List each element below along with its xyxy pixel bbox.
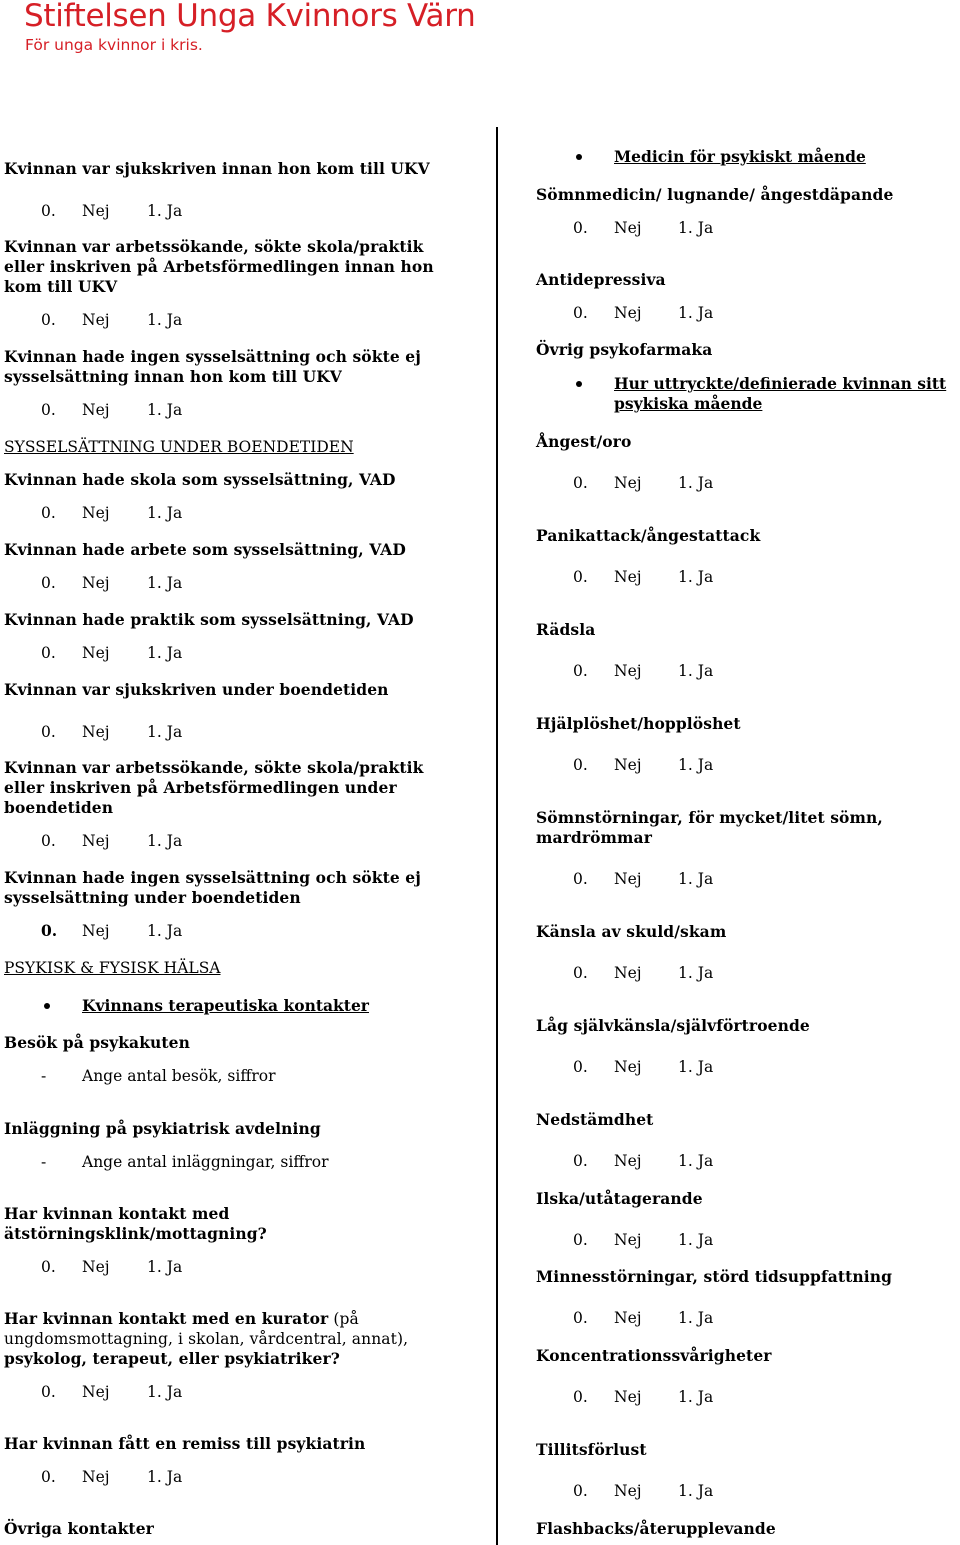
option-ja-code: 1. xyxy=(147,1468,162,1486)
option-ja-code: 1. xyxy=(678,1058,693,1076)
option-ja-code: 1. xyxy=(147,922,162,940)
option-nej-label[interactable]: Nej xyxy=(82,504,110,522)
option-ja-text: Ja xyxy=(697,964,714,982)
option-ja-code: 1. xyxy=(147,832,162,850)
question-work: Kvinnan hade arbete som sysselsättning, VAD xyxy=(4,540,406,559)
option-ja-text: Ja xyxy=(166,504,183,522)
option-ja-label[interactable] xyxy=(678,1057,713,1077)
question-line: eller inskriven på Arbetsförmedlingen under xyxy=(4,778,397,797)
option-nej-label[interactable]: Nej xyxy=(82,832,110,850)
option-nej-code[interactable]: 0. xyxy=(41,1258,56,1276)
bullet-heading: Kvinnans terapeutiska kontakter xyxy=(82,996,369,1015)
question-guilt: Känsla av skuld/skam xyxy=(536,922,727,941)
option-nej-label[interactable]: Nej xyxy=(614,756,642,774)
question-antidepressants: Antidepressiva xyxy=(536,270,666,289)
option-nej-code[interactable]: 0. xyxy=(573,662,588,680)
option-ja-code: 1. xyxy=(147,574,162,592)
dash-icon: - xyxy=(41,1067,47,1085)
option-ja-code: 1. xyxy=(678,219,693,237)
option-ja-text: Ja xyxy=(697,1231,714,1249)
option-nej-code[interactable]: 0. xyxy=(573,304,588,322)
option-nej-code[interactable]: 0. xyxy=(41,832,56,850)
organization-tagline: För unga kvinnor i kris. xyxy=(25,36,203,54)
question-other-psychopharma: Övrig psykofarmaka xyxy=(536,340,713,359)
question-line: kom till UKV xyxy=(4,277,118,296)
option-nej-code[interactable]: 0. xyxy=(41,644,56,662)
question-line: mardrömmar xyxy=(536,828,652,847)
option-ja-text: Ja xyxy=(166,202,183,220)
question-line: Kvinnan hade ingen sysselsättning och sökte ej xyxy=(4,868,421,887)
question-jobseeker-during xyxy=(4,758,484,818)
option-ja-text: Ja xyxy=(166,1383,183,1401)
section-heading-health: PSYKISK & FYSISK HÄLSA xyxy=(4,959,221,977)
option-ja-label[interactable] xyxy=(678,1151,713,1171)
question-line xyxy=(4,1309,484,1329)
option-nej-code[interactable]: 0. xyxy=(41,921,58,940)
option-ja-code: 1. xyxy=(678,304,693,322)
option-nej-code[interactable]: 0. xyxy=(573,1058,588,1076)
bullet-icon xyxy=(576,154,582,160)
question-line: ätstörningsklink/mottagning? xyxy=(4,1224,267,1243)
option-ja-code: 1. xyxy=(147,1383,162,1401)
question-other-contacts: Övriga kontakter xyxy=(4,1519,154,1538)
option-ja-code: 1. xyxy=(678,1231,693,1249)
option-ja-code: 1. xyxy=(678,1152,693,1170)
option-ja-code: 1. xyxy=(678,870,693,888)
bullet-icon xyxy=(576,381,582,387)
option-ja-text: Ja xyxy=(166,574,183,592)
option-ja-label[interactable] xyxy=(147,722,182,742)
option-nej-code[interactable]: 0. xyxy=(41,574,56,592)
question-sick-before xyxy=(4,159,484,179)
option-nej-label[interactable]: Nej xyxy=(614,474,642,492)
question-sleep-disorders xyxy=(536,808,960,848)
option-ja-text: Ja xyxy=(697,568,714,586)
question-low-self-esteem: Låg självkänsla/självförtroende xyxy=(536,1016,810,1035)
option-ja-text: Ja xyxy=(697,304,714,322)
option-ja-text: Ja xyxy=(697,1152,714,1170)
option-ja-label[interactable] xyxy=(147,831,182,851)
option-ja-code: 1. xyxy=(678,1482,693,1500)
dash-item-text: Ange antal besök, siffror xyxy=(82,1067,276,1085)
option-nej-code[interactable]: 0. xyxy=(573,474,588,492)
option-ja-label[interactable] xyxy=(678,473,713,493)
question-anxiety: Ångest/oro xyxy=(536,432,632,451)
question-line: eller inskriven på Arbetsförmedlingen innan hon xyxy=(4,257,434,276)
question-line: Sömnstörningar, för mycket/litet sömn, xyxy=(536,808,883,827)
option-nej-code[interactable]: 0. xyxy=(573,1388,588,1406)
option-ja-label[interactable] xyxy=(147,573,182,593)
option-ja-label[interactable] xyxy=(147,1257,182,1277)
question-concentration: Koncentrationssvårigheter xyxy=(536,1346,772,1365)
option-ja-text: Ja xyxy=(166,1258,183,1276)
option-ja-label[interactable] xyxy=(147,310,182,330)
option-ja-label[interactable] xyxy=(678,1230,713,1250)
question-school: Kvinnan hade skola som sysselsättning, VAD xyxy=(4,470,396,489)
option-nej-label[interactable]: Nej xyxy=(82,401,110,419)
option-nej-code[interactable]: 0. xyxy=(41,202,56,220)
option-ja-text: Ja xyxy=(166,723,183,741)
option-nej-label[interactable]: Nej xyxy=(614,964,642,982)
option-nej-code[interactable]: 0. xyxy=(573,870,588,888)
option-nej-code[interactable]: 0. xyxy=(573,1482,588,1500)
question-trust-loss: Tillitsförlust xyxy=(536,1440,647,1459)
question-jobseeker-before xyxy=(4,237,484,297)
question-internship: Kvinnan hade praktik som sysselsättning, VAD xyxy=(4,610,414,629)
option-ja-label[interactable] xyxy=(147,643,182,663)
option-nej-label[interactable]: Nej xyxy=(82,311,110,329)
option-ja-label[interactable] xyxy=(147,921,182,941)
option-ja-code: 1. xyxy=(147,723,162,741)
question-flashbacks: Flashbacks/återupplevande xyxy=(536,1519,776,1538)
organization-logo-title: Stiftelsen Unga Kvinnors Värn xyxy=(24,0,476,34)
option-nej-code[interactable]: 0. xyxy=(41,1468,56,1486)
option-nej-code[interactable]: 0. xyxy=(41,723,56,741)
bullet-heading xyxy=(614,374,946,414)
question-text: Kvinnan var sjukskriven innan hon kom till UKV xyxy=(4,159,430,178)
option-ja-text: Ja xyxy=(697,219,714,237)
option-ja-code: 1. xyxy=(147,202,162,220)
question-no-occupation-before xyxy=(4,347,484,387)
option-ja-code: 1. xyxy=(678,964,693,982)
option-ja-text: Ja xyxy=(697,474,714,492)
option-nej-code[interactable]: 0. xyxy=(573,1231,588,1249)
option-nej-label[interactable]: Nej xyxy=(614,1152,642,1170)
option-ja-text: Ja xyxy=(166,644,183,662)
option-ja-label[interactable] xyxy=(678,755,713,775)
question-text: Har kvinnan kontakt med en kurator xyxy=(4,1309,329,1328)
option-ja-label[interactable] xyxy=(147,400,182,420)
option-ja-label[interactable] xyxy=(678,661,713,681)
option-ja-label[interactable] xyxy=(678,218,713,238)
question-counselor xyxy=(4,1309,484,1369)
option-ja-label[interactable] xyxy=(147,503,182,523)
option-nej-label[interactable]: Nej xyxy=(82,574,110,592)
question-referral: Har kvinnan fått en remiss till psykiatrin xyxy=(4,1434,366,1453)
option-nej-code[interactable]: 0. xyxy=(573,1152,588,1170)
option-ja-code: 1. xyxy=(147,504,162,522)
option-ja-label[interactable] xyxy=(147,1382,182,1402)
question-line: psykolog, terapeut, eller psykiatriker? xyxy=(4,1349,340,1368)
option-ja-code: 1. xyxy=(147,1258,162,1276)
question-sick-during: Kvinnan var sjukskriven under boendetiden xyxy=(4,680,389,699)
option-nej-label[interactable]: Nej xyxy=(82,644,110,662)
question-text: (på xyxy=(328,1310,359,1328)
bullet-icon xyxy=(44,1003,50,1009)
question-fear: Rädsla xyxy=(536,620,596,639)
option-nej-label[interactable]: Nej xyxy=(614,1482,642,1500)
question-psych-ward: Inläggning på psykiatrisk avdelning xyxy=(4,1119,321,1138)
question-helplessness: Hjälplöshet/hopplöshet xyxy=(536,714,741,733)
option-ja-label[interactable] xyxy=(678,963,713,983)
option-nej-code[interactable]: 0. xyxy=(573,1309,588,1327)
option-nej-code[interactable]: 0. xyxy=(573,964,588,982)
option-ja-label[interactable] xyxy=(678,1481,713,1501)
option-nej-code[interactable]: 0. xyxy=(41,504,56,522)
column-divider xyxy=(496,127,498,1545)
option-ja-label[interactable] xyxy=(678,567,713,587)
option-ja-text: Ja xyxy=(697,1058,714,1076)
bullet-heading-line: Hur uttryckte/definierade kvinnan sitt xyxy=(614,374,947,393)
bullet-heading-line: psykiska mående xyxy=(614,394,763,413)
option-ja-label[interactable] xyxy=(147,201,182,221)
option-nej-label[interactable]: Nej xyxy=(82,1468,110,1486)
question-line: Kvinnan var arbetssökande, sökte skola/praktik xyxy=(4,758,424,777)
option-ja-label[interactable] xyxy=(678,303,713,323)
option-ja-text: Ja xyxy=(697,756,714,774)
option-nej-label[interactable]: Nej xyxy=(82,1258,110,1276)
option-nej-code[interactable]: 0. xyxy=(41,401,56,419)
option-ja-code: 1. xyxy=(678,1309,693,1327)
question-memory: Minnesstörningar, störd tidsuppfattning xyxy=(536,1267,893,1286)
option-nej-label[interactable]: Nej xyxy=(82,922,110,940)
option-nej-code[interactable]: 0. xyxy=(573,756,588,774)
option-ja-label[interactable] xyxy=(678,1308,713,1328)
option-ja-code: 1. xyxy=(147,644,162,662)
option-ja-code: 1. xyxy=(678,756,693,774)
option-nej-code[interactable]: 0. xyxy=(41,311,56,329)
option-ja-label[interactable] xyxy=(678,869,713,889)
question-line: Har kvinnan kontakt med xyxy=(4,1204,230,1223)
option-ja-text: Ja xyxy=(697,1482,714,1500)
option-ja-text: Ja xyxy=(697,1388,714,1406)
option-ja-label[interactable] xyxy=(678,1387,713,1407)
option-ja-code: 1. xyxy=(147,311,162,329)
option-nej-code[interactable]: 0. xyxy=(573,219,588,237)
option-nej-label[interactable]: Nej xyxy=(82,1383,110,1401)
option-ja-label[interactable] xyxy=(147,1467,182,1487)
option-ja-code: 1. xyxy=(678,662,693,680)
question-line: ungdomsmottagning, i skolan, vårdcentral, annat), xyxy=(4,1330,409,1348)
option-nej-label[interactable]: Nej xyxy=(614,304,642,322)
option-ja-text: Ja xyxy=(166,832,183,850)
option-ja-code: 1. xyxy=(678,1388,693,1406)
question-line: Kvinnan hade ingen sysselsättning och sökte ej xyxy=(4,347,421,366)
option-nej-label[interactable]: Nej xyxy=(614,1388,642,1406)
question-psych-er: Besök på psykakuten xyxy=(4,1033,190,1052)
option-ja-code: 1. xyxy=(678,474,693,492)
option-ja-text: Ja xyxy=(697,1309,714,1327)
option-nej-code[interactable]: 0. xyxy=(573,568,588,586)
option-nej-label[interactable]: Nej xyxy=(614,1231,642,1249)
question-sleep-meds: Sömnmedicin/ lugnande/ ångestdäpande xyxy=(536,185,894,204)
section-heading-occupation: SYSSELSÄTTNING UNDER BOENDETIDEN xyxy=(4,438,354,456)
question-line: sysselsättning under boendetiden xyxy=(4,888,301,907)
option-ja-text: Ja xyxy=(166,922,183,940)
dash-icon: - xyxy=(41,1153,47,1171)
option-ja-text: Ja xyxy=(166,311,183,329)
question-line: boendetiden xyxy=(4,798,114,817)
question-depressed: Nedstämdhet xyxy=(536,1110,654,1129)
dash-item-text: Ange antal inläggningar, siffror xyxy=(82,1153,329,1171)
option-ja-code: 1. xyxy=(147,401,162,419)
question-no-occupation-during xyxy=(4,868,484,908)
question-panic: Panikattack/ångestattack xyxy=(536,526,761,545)
option-ja-text: Ja xyxy=(697,662,714,680)
option-nej-label[interactable]: Nej xyxy=(614,870,642,888)
question-line: sysselsättning innan hon kom till UKV xyxy=(4,367,342,386)
option-nej-label[interactable]: Nej xyxy=(82,202,110,220)
question-anger: Ilska/utåtagerande xyxy=(536,1189,703,1208)
option-nej-label[interactable]: Nej xyxy=(614,568,642,586)
question-eating-clinic xyxy=(4,1204,484,1244)
question-line: Kvinnan var arbetssökande, sökte skola/praktik xyxy=(4,237,424,256)
option-nej-label[interactable]: Nej xyxy=(614,1058,642,1076)
option-ja-text: Ja xyxy=(697,870,714,888)
bullet-heading: Medicin för psykiskt mående xyxy=(614,147,866,166)
option-ja-code: 1. xyxy=(678,568,693,586)
option-nej-label[interactable]: Nej xyxy=(614,1309,642,1327)
option-ja-text: Ja xyxy=(166,1468,183,1486)
option-nej-label[interactable]: Nej xyxy=(614,662,642,680)
option-ja-text: Ja xyxy=(166,401,183,419)
option-nej-label[interactable]: Nej xyxy=(82,723,110,741)
option-nej-label[interactable]: Nej xyxy=(614,219,642,237)
option-nej-code[interactable]: 0. xyxy=(41,1383,56,1401)
